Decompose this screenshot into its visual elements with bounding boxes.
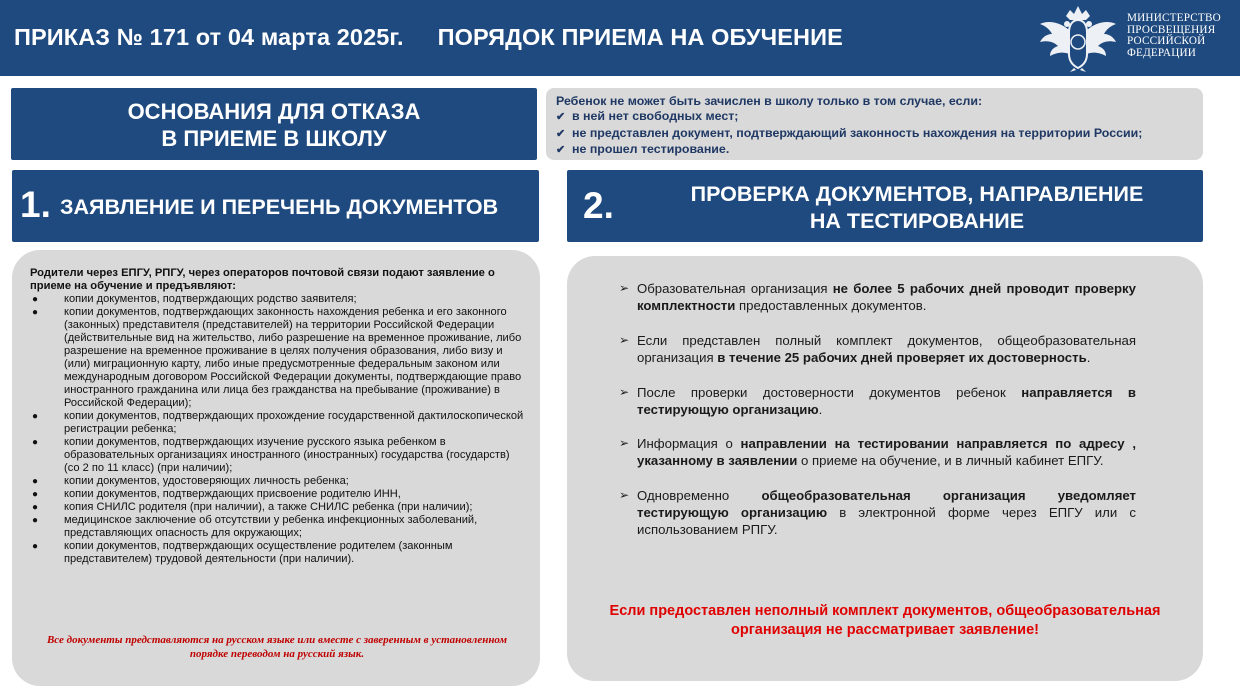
refusal-conditions xyxy=(546,88,1203,160)
order-number: ПРИКАЗ № 171 от 04 марта 2025г. xyxy=(14,24,404,50)
verification-panel xyxy=(567,256,1203,681)
list-item: ➢ Образовательная организация не более 5 рабочих дней проводит проверку комплектности предоставленных документов. xyxy=(619,281,1136,313)
checkmark-icon: ✔ xyxy=(556,144,566,156)
refusal-condition: ✔ в ней нет свободных мест; xyxy=(556,109,1203,126)
list-item: ➢ Информация о направлении на тестировании направляется по адресу , указанному в заявлении о приеме на обучение, и в личный кабинет ЕПГУ. xyxy=(619,436,1137,468)
list-item: ● копии документов, подтверждающих родство заявителя; xyxy=(32,293,357,305)
ministry-name: МИНИСТЕРСТВО ПРОСВЕЩЕНИЯ РОССИЙСКОЙ ФЕДЕРАЦИИ xyxy=(1127,12,1221,59)
arrow-bullet-icon: ➢ xyxy=(619,333,630,347)
incomplete-documents-warning: Если предоставлен неполный комплект документов, общеобразовательная организация не рассматривает заявление! xyxy=(609,603,1161,638)
step1-heading xyxy=(12,170,539,242)
list-item: ● копии документов, подтверждающих законность нахождения ребенка и его законного (законных) представителя (представителей) на территории Российской Федерации (действительные вид на жительство, либо разрешение на временное проживание, либо разрешение на временное проживание в целях получения образования, либо визу и (или) миграционную карту, либо иные предусмотренные федеральным законом или международным договором Российской Федерации документы, подтверждающие право иностранного гражданина или лица без гражданства на пребывание (проживание) в Российской Федерации); xyxy=(32,306,522,409)
documents-intro: Родители через ЕПГУ, РПГУ, через операторов почтовой связи подают заявление о приеме на обучение и предъявляют: xyxy=(30,267,495,292)
list-item: ● копии документов, подтверждающих присвоение родителю ИНН, xyxy=(32,488,401,500)
step2-title: ПРОВЕРКА ДОКУМЕНТОВ, НАПРАВЛЕНИЕ НА ТЕСТИРОВАНИЕ xyxy=(690,182,1144,233)
arrow-bullet-icon: ➢ xyxy=(619,436,630,450)
refusal-condition: ✔ не прошел тестирование. xyxy=(556,142,1203,159)
arrow-bullet-icon: ➢ xyxy=(619,385,630,399)
step2-number: 2. xyxy=(583,185,614,226)
arrow-bullet-icon: ➢ xyxy=(619,488,630,502)
step2-heading xyxy=(567,170,1203,242)
list-item: ➢ После проверки достоверности документов ребенок направляется в тестирующую организацию. xyxy=(619,385,1136,417)
checkmark-icon: ✔ xyxy=(556,111,566,123)
list-item: ● медицинское заключение об отсутствии у ребенка инфекционных заболеваний, представляющих опасность для окружающих; xyxy=(32,514,478,539)
double-headed-eagle-emblem-icon xyxy=(1036,2,1120,72)
list-item: ➢ Одновременно общеобразовательная организация уведомляет тестирующую организацию в электронной форме через ЕПГУ или с использованием РПГУ. xyxy=(619,488,1137,537)
arrow-bullet-icon: ➢ xyxy=(619,281,630,295)
refusal-reasons-heading: ОСНОВАНИЯ ДЛЯ ОТКАЗА В ПРИЕМЕ В ШКОЛУ xyxy=(11,88,537,160)
refusal-condition: ✔ не представлен документ, подтверждающий законность нахождения на территории России; xyxy=(556,126,1203,143)
step1-title: ЗАЯВЛЕНИЕ И ПЕРЕЧЕНЬ ДОКУМЕНТОВ xyxy=(60,195,499,219)
list-item: ● копии документов, удостоверяющих личность ребенка; xyxy=(32,475,349,487)
header-bar xyxy=(0,0,1240,76)
list-item: ● копии документов, подтверждающих осуществление родителем (законным представителем) трудовой деятельности (при наличии). xyxy=(32,540,453,565)
list-item: ● копии документов, подтверждающих прохождение государственной дактилоскопической регистрации ребенка; xyxy=(32,410,524,435)
documents-panel xyxy=(12,250,540,686)
language-note: Все документы представляются на русском языке или вместе с заверенным в установленном порядке переводом на русский язык. xyxy=(46,634,508,660)
list-item: ● копии документов, подтверждающих изучение русского языка ребенком в образовательных организациях иностранного (иностранных) государства (государств) (со 2 по 11 класс) (при наличии); xyxy=(32,436,510,474)
list-item: ● копия СНИЛС родителя (при наличии), а также СНИЛС ребенка (при наличии); xyxy=(32,501,473,513)
step1-number: 1. xyxy=(20,184,51,225)
checkmark-icon: ✔ xyxy=(556,127,566,140)
refusal-conditions-heading: Ребенок не может быть зачислен в школу только в том случае, если: xyxy=(556,94,983,108)
list-item: ➢ Если представлен полный комплект документов, общеобразовательная организация в течение 25 рабочих дней проверяет их достоверность. xyxy=(619,333,1136,365)
order-topic: ПОРЯДОК ПРИЕМА НА ОБУЧЕНИЕ xyxy=(437,24,843,50)
page-title xyxy=(14,24,843,51)
documents-list xyxy=(30,293,526,566)
